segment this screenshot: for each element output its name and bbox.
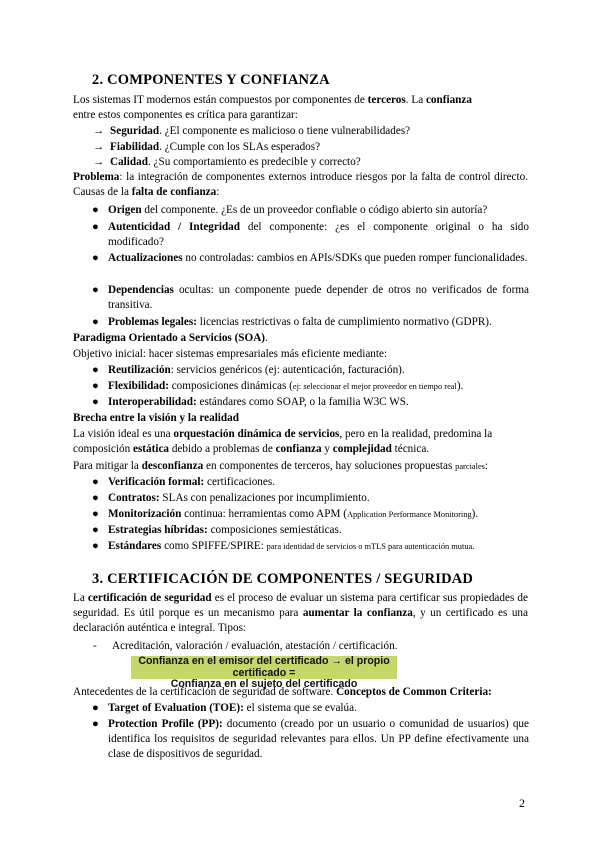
bullet-icon: ●	[92, 540, 99, 552]
highlighted-note	[131, 655, 397, 690]
bullet-icon: ●	[92, 316, 99, 328]
page-number: 2	[519, 796, 525, 810]
bullet-icon: ●	[92, 524, 99, 536]
solution-item-monitorizacion: ● Monitorización continua: herramientas como APM (Application Performance Monitoring).	[92, 508, 479, 520]
solution-item-estandares: ● Estándares como SPIFFE/SPIRE: para identidad de servicios o mTLS para autenticación mutua.	[92, 540, 475, 552]
bullet-icon: ●	[92, 364, 99, 376]
highlight-line-1: Confianza en el emisor del certificado → el propio certificado =	[138, 655, 390, 679]
soa-heading: Paradigma Orientado a Servicios (SOA).	[73, 332, 268, 344]
cc-item-toe: ● Target of Evaluation (TOE): el sistema que se evalúa.	[92, 702, 357, 714]
arrow-item-seguridad: → Seguridad. ¿El componente es malicioso o tiene vulnerabilidades?	[93, 125, 411, 137]
brecha-heading: Brecha entre la visión y la realidad	[73, 412, 239, 424]
arrow-icon: →	[93, 125, 105, 137]
bullet-icon: ●	[92, 718, 99, 730]
arrow-item-fiabilidad: → Fiabilidad. ¿Cumple con los SLAs esperados?	[93, 141, 321, 153]
tipos-dash-item: - Acreditación, valoración / evaluación, atestación / certificación.	[93, 640, 398, 652]
soa-item-reutilizacion: ● Reutilización: servicios genéricos (ej: autenticación, facturación).	[92, 364, 405, 376]
bullet-icon: ●	[92, 204, 99, 216]
arrow-icon: →	[93, 141, 105, 153]
mitigar-paragraph: Para mitigar la desconfianza en componentes de terceros, hay soluciones propuestas parciales:	[73, 460, 489, 472]
cause-item-actualizaciones: ● Actualizaciones no controladas: cambios en APIs/SDKs que pueden romper funcionalidades.	[92, 252, 528, 264]
cc-item-pp: ● Protection Profile (PP): documento (creado por un usuario o comunidad de usuarios) que identifica los requisitos de seguridad relevantes para ellos. Un PP define efectivamente una clase de dispositivos de seguridad.	[92, 718, 529, 760]
arrow-item-calidad: → Calidad. ¿Su comportamiento es predecible y correcto?	[93, 156, 361, 168]
arrow-icon: →	[93, 156, 105, 168]
bullet-icon: ●	[92, 476, 99, 488]
intro-paragraph: Los sistemas IT modernos están compuestos por componentes de terceros. La confianza entre estos componentes es crítica para garantizar:	[73, 94, 472, 121]
certificacion-paragraph: La certificación de seguridad es el proceso de evaluar un sistema para certificar sus propiedades de seguridad. Es útil porque es un mecanismo para aumentar la confianza, y un certificado es una declaración auténtica e integral. Tipos:	[73, 592, 528, 634]
brecha-paragraph: La visión ideal es una orquestación dinámica de servicios, pero en la realidad, predomina la composición estática debido a problemas de confianza y complejidad técnica.	[73, 428, 493, 455]
bullet-icon: ●	[92, 508, 99, 520]
cause-item-autenticidad: ● Autenticidad / Integridad del componente: ¿es el componente original o ha sido modificado?	[92, 221, 529, 248]
section-3-heading: 3. CERTIFICACIÓN DE COMPONENTES / SEGURIDAD	[92, 571, 474, 587]
section-2-heading: 2. COMPONENTES Y CONFIANZA	[92, 72, 330, 88]
antecedentes-line: Antecedentes de la certificación de seguridad de software. Conceptos de Common Criteria:	[73, 686, 492, 698]
cause-item-dependencias: ● Dependencias ocultas: un componente puede depender de otros no verificados de forma transitiva.	[92, 284, 529, 311]
bullet-icon: ●	[92, 252, 99, 264]
solution-item-contratos: ● Contratos: SLAs con penalizaciones por incumplimiento.	[92, 492, 370, 504]
bullet-icon: ●	[92, 702, 99, 714]
soa-objective: Objetivo inicial: hacer sistemas empresariales más eficiente mediante:	[73, 348, 388, 360]
solution-item-verificacion: ● Verificación formal: certificaciones.	[92, 476, 276, 488]
solution-item-hibridas: ● Estrategias híbridas: composiciones semiestáticas.	[92, 524, 342, 536]
bullet-icon: ●	[92, 492, 99, 504]
cause-item-origen: ● Origen del componente. ¿Es de un proveedor confiable o código abierto sin autoría?	[92, 204, 488, 216]
soa-item-interoperabilidad: ● Interoperabilidad: estándares como SOAP, o la familia W3C WS.	[92, 396, 409, 408]
problema-paragraph: Problema: la integración de componentes externos introduce riesgos por la falta de control directo. Causas de la falta de confianza:	[73, 171, 528, 198]
soa-item-flexibilidad: ● Flexibilidad: composiciones dinámicas (ej: seleccionar el mejor proveedor en tiempo real).	[92, 380, 464, 392]
cause-item-legales: ● Problemas legales: licencias restrictivas o falta de cumplimiento normativo (GDPR).	[92, 316, 492, 328]
dash-icon: -	[93, 640, 97, 652]
bullet-icon: ●	[92, 396, 99, 408]
bullet-icon: ●	[92, 221, 99, 233]
bullet-icon: ●	[92, 380, 99, 392]
bullet-icon: ●	[92, 284, 99, 296]
highlight-line-2: Confianza en el sujeto del certificado	[170, 678, 358, 690]
